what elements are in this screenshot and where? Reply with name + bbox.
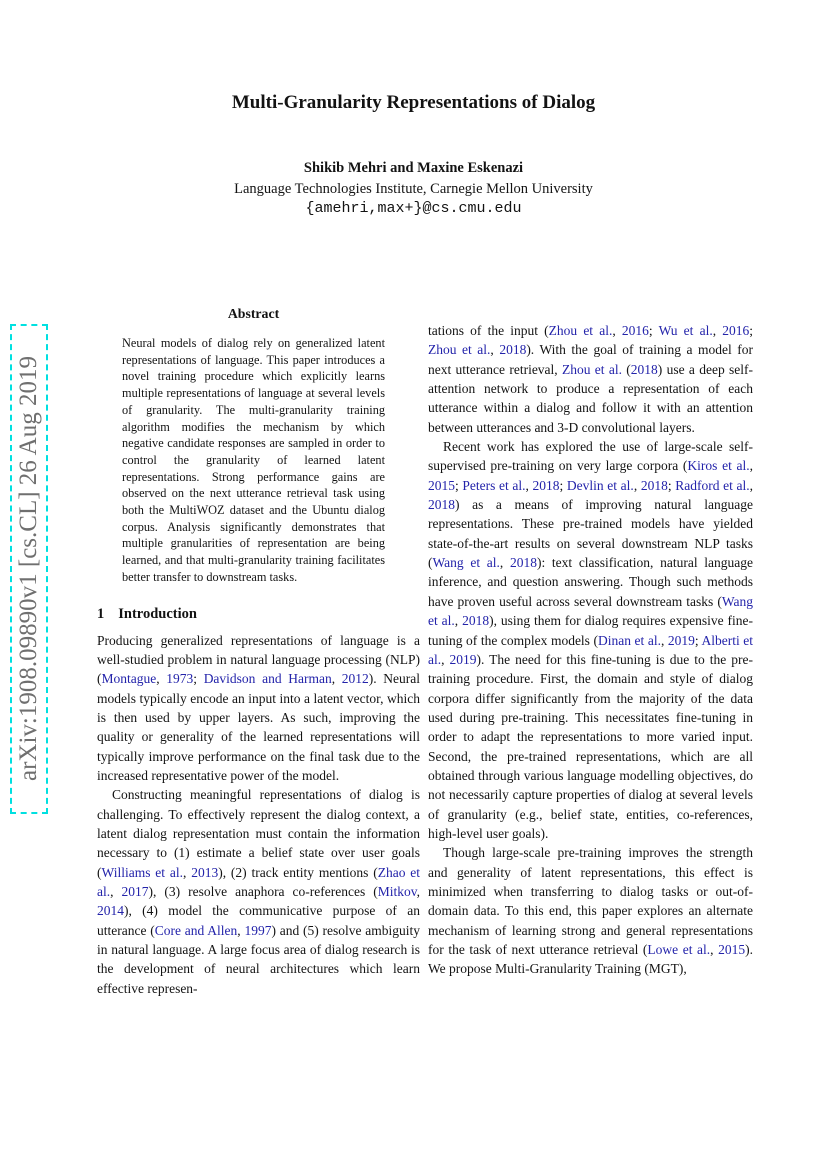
citation-link[interactable]: 2015: [718, 942, 746, 957]
text-segment: ) and (5) resolve ambiguity in natural language. A large focus area of dialog research is the development of neural architectures which learn effective represen-: [97, 922, 421, 996]
text-segment: ,: [237, 922, 245, 938]
section-heading-introduction: [97, 606, 420, 623]
citation-link[interactable]: 2018: [630, 361, 658, 377]
paragraph: [428, 321, 753, 437]
paragraph: [428, 843, 753, 978]
citation-link[interactable]: Dinan et al.: [598, 632, 661, 648]
citation-link[interactable]: 2018: [640, 477, 668, 493]
right-column: [428, 321, 753, 979]
left-column: [97, 300, 420, 998]
text-segment: ,: [416, 884, 420, 900]
citation-link[interactable]: Lowe et al.: [647, 942, 711, 957]
citation-link[interactable]: Kiros et al.: [687, 458, 750, 474]
citation-link[interactable]: 1973: [166, 671, 194, 687]
text-segment: ). We propose Multi-Granularity Training (MGT),: [428, 942, 753, 977]
text-segment: ). With the goal of training a model for next utterance retrieval,: [428, 342, 754, 377]
text-segment: ). Neural models typically encode an input into a latent vector, which is then used by upper layers. As such, improving the quality or generality of the learned representations will typically improve performance on the final task due to the increased representative power of the model.: [97, 671, 421, 783]
text-segment: ,: [331, 671, 342, 687]
text-segment: Though large-scale pre-training improves the strength and generality of latent representations, this effect is minimized when transferring to dialog tasks or out-of-domain data. To this end, this paper explores an alternate mechanism of learning strong and general representations for the task of next utterance retrieval (: [428, 845, 753, 957]
citation-link[interactable]: Core and Allen: [154, 922, 238, 938]
citation-link[interactable]: Devlin et al.: [566, 477, 634, 493]
text-segment: ), using them for dialog requires expensive fine-tuning of the complex models (: [428, 613, 754, 648]
text-segment: ,: [660, 632, 668, 648]
text-segment: ,: [454, 613, 463, 629]
citation-link[interactable]: Zhou et al.: [562, 361, 622, 377]
citation-link[interactable]: 2016: [621, 323, 649, 338]
text-segment: ;: [559, 477, 567, 493]
text-segment: Recent work has explored the use of large-scale self-supervised pre-training on very large corpora (: [428, 439, 753, 474]
text-segment: ,: [490, 342, 500, 358]
text-segment: ). The need for this fine-tuning is due to the pre-training procedure. First, the domain and style of dialog corpora differ significantly from the majority of the data used during pre-training. This necessitates fine-tuning in order to adapt the representations to more varied input. Second, the pre-trained representations, which are all obtained through various language modelling objectives, do not necessarily capture properties of dialog at several levels of granularity (e.g., belief state, entities, co-references, high-level user goals).: [428, 651, 753, 841]
citation-link[interactable]: 2018: [532, 477, 560, 493]
text-segment: ,: [499, 555, 510, 571]
email-address: {amehri,max+}@cs.cmu.edu: [305, 200, 522, 217]
citation-link[interactable]: 2013: [191, 864, 219, 880]
text-segment: ), (3) resolve anaphora co-references (: [148, 884, 378, 900]
text-segment: ,: [441, 651, 450, 667]
text-segment: ) as a means of improving natural language representations. These pre-trained models have yielded state-of-the-art results on several downstream NLP tasks (: [428, 497, 753, 571]
text-segment: ,: [525, 477, 533, 493]
citation-link[interactable]: 2018: [499, 342, 527, 358]
text-segment: ,: [633, 477, 641, 493]
citation-link[interactable]: Mitkov: [377, 884, 417, 900]
text-segment: ,: [156, 671, 167, 687]
paragraph: [97, 631, 420, 786]
citation-link[interactable]: Zhou et al.: [548, 323, 613, 338]
citation-link[interactable]: 2016: [722, 323, 750, 338]
affiliation: Language Technologies Institute, Carnegie Mellon University: [234, 181, 593, 197]
section-number: 1: [97, 605, 105, 622]
citation-link[interactable]: Alberti et al.: [428, 632, 754, 667]
text-segment: ,: [712, 323, 723, 338]
section-title: Introduction: [118, 605, 197, 622]
citation-link[interactable]: 2014: [97, 903, 124, 919]
citation-link[interactable]: 2019: [667, 632, 695, 648]
authors: Shikib Mehri and Maxine Eskenazi: [303, 160, 524, 176]
text-segment: Constructing meaningful representations of dialog is challenging. To effectively represent the dialog context, a latent dialog representation must contain the information necessary to (1) estimate a belief state over user goals (: [97, 787, 420, 880]
text-segment: ), (2) track entity mentions (: [218, 864, 378, 880]
text-segment: tations of the input (: [428, 323, 549, 338]
citation-link[interactable]: Wu et al.: [658, 323, 713, 338]
citation-link[interactable]: Davidson and Harman: [203, 671, 332, 687]
text-segment: ,: [749, 458, 753, 474]
abstract-heading: Abstract: [227, 306, 280, 321]
paragraph: [97, 785, 420, 998]
text-segment: ,: [710, 942, 719, 957]
text-segment: (: [621, 361, 631, 377]
text-segment: Producing generalized representations of language is a well-studied problem in natural language processing (NLP) (: [97, 632, 420, 687]
citation-link[interactable]: Zhao et al.: [97, 864, 421, 900]
citation-link[interactable]: Williams et al.: [101, 864, 183, 880]
text-segment: ): text classification, natural language inference, and question answering. Though such methods have proven useful across several downstream tasks (: [428, 555, 753, 609]
text-segment: ;: [455, 477, 463, 493]
text-segment: ;: [667, 477, 676, 493]
citation-link[interactable]: 2012: [341, 671, 369, 687]
paragraph: [428, 437, 753, 843]
text-segment: ,: [182, 864, 192, 880]
citation-link[interactable]: Peters et al.: [462, 477, 526, 493]
text-segment: ) use a deep self-attention network to produce a representation of each utterance within a dialog and follow it with an attention between utterances and 3-D convolutional layers.: [428, 361, 753, 435]
citation-link[interactable]: 2015: [428, 477, 455, 493]
text-segment: ;: [648, 323, 659, 338]
citation-link[interactable]: 2018: [509, 555, 537, 571]
text-segment: ;: [193, 671, 204, 687]
citation-link[interactable]: Radford et al.: [675, 477, 750, 493]
text-segment: ,: [612, 323, 622, 338]
citation-link[interactable]: Zhou et al.: [428, 342, 491, 358]
text-segment: ;: [694, 632, 702, 648]
citation-link[interactable]: Wang et al.: [428, 593, 753, 629]
text-segment: ,: [110, 884, 122, 900]
abstract-body: Neural models of dialog rely on generalized latent representations of language. This paper introduces a novel training procedure which explicitly learns multiple representations of language at several levels of granularity. The multi-granularity training algorithm modifies the mechanism by which negative candidate responses are sampled in order to control the granularity of learned latent representations. Strong performance gains are observed on the next utterance retrieval task using both the MultiWOZ dataset and the Ubuntu dialog corpus. Analysis significantly demonstrates that multiple granularities of representation are being learned, and that multi-granularity training facilitates better transfer to downstream tasks.: [122, 336, 385, 584]
citation-link[interactable]: Wang et al.: [432, 555, 500, 571]
arxiv-watermark: arXiv:1908.09890v1 [cs.CL] 26 Aug 2019: [10, 324, 48, 814]
citation-link[interactable]: 1997: [244, 922, 272, 938]
text-segment: ), (4) model the communicative purpose of an utterance (: [97, 903, 420, 938]
citation-link[interactable]: 2018: [462, 613, 490, 629]
citation-link[interactable]: 2018: [428, 497, 455, 513]
citation-link[interactable]: 2019: [449, 651, 477, 667]
left-column-text: [97, 631, 420, 999]
citation-link[interactable]: 2017: [121, 884, 149, 900]
text-segment: ;: [749, 323, 754, 338]
paper-title: Multi-Granularity Representations of Dialog: [231, 92, 596, 113]
citation-link[interactable]: Montague: [101, 671, 157, 687]
text-segment: ,: [749, 477, 753, 493]
